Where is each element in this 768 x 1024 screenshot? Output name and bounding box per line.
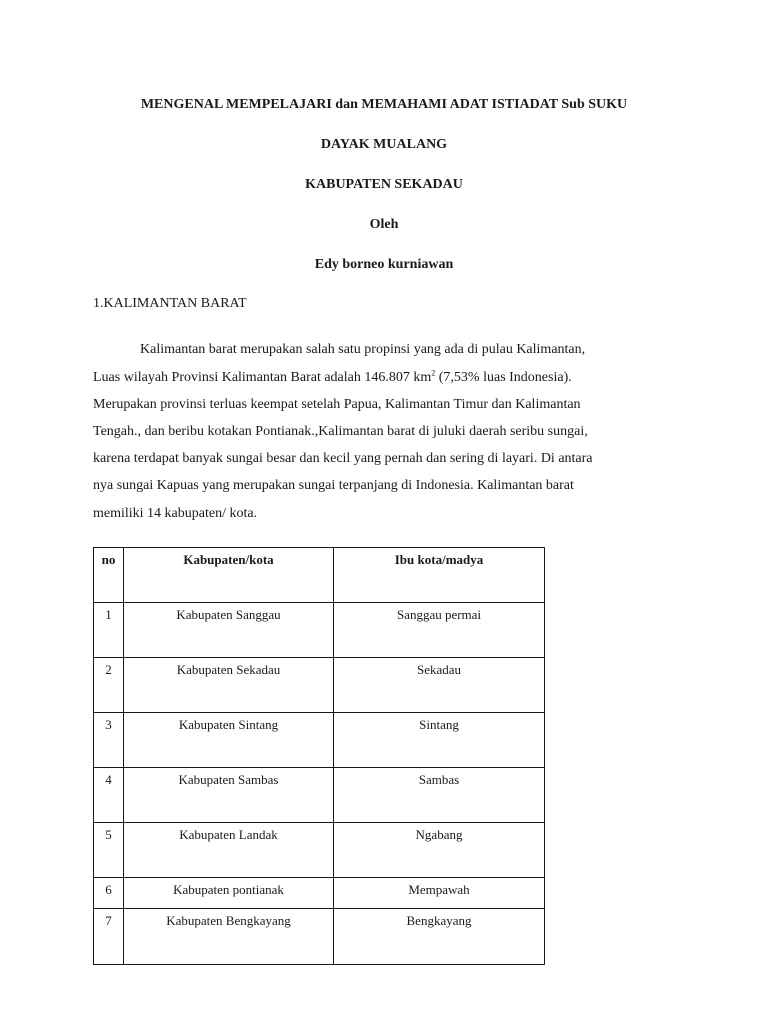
cell-no: 3 bbox=[94, 713, 124, 768]
cell-kabupaten: Kabupaten pontianak bbox=[124, 878, 334, 909]
cell-no: 6 bbox=[94, 878, 124, 909]
cell-ibukota: Sekadau bbox=[334, 658, 545, 713]
title-line-3: KABUPATEN SEKADAU bbox=[305, 177, 463, 192]
table-header-row bbox=[94, 548, 545, 603]
title-line-4: Oleh bbox=[369, 217, 399, 232]
paragraph-line-3: Merupakan provinsi terluas keempat setelah Papua, Kalimantan Timur dan Kalimantan bbox=[93, 397, 581, 412]
cell-no: 5 bbox=[94, 823, 124, 878]
header-kabupaten: Kabupaten/kota bbox=[124, 548, 334, 603]
paragraph-line-2 bbox=[93, 369, 572, 387]
cell-ibukota: Mempawah bbox=[334, 878, 545, 909]
table-row bbox=[94, 658, 545, 713]
header-no: no bbox=[94, 548, 124, 603]
section-heading: 1.KALIMANTAN BARAT bbox=[93, 296, 247, 311]
table-row bbox=[94, 603, 545, 658]
cell-ibukota: Bengkayang bbox=[334, 909, 545, 965]
cell-ibukota: Sintang bbox=[334, 713, 545, 768]
cell-no: 4 bbox=[94, 768, 124, 823]
kabupaten-table bbox=[93, 547, 545, 965]
cell-ibukota: Ngabang bbox=[334, 823, 545, 878]
paragraph-line-2-tail: (7,53% luas Indonesia). bbox=[435, 370, 572, 385]
cell-kabupaten: Kabupaten Bengkayang bbox=[124, 909, 334, 965]
table-row bbox=[94, 823, 545, 878]
cell-no: 7 bbox=[94, 909, 124, 965]
cell-no: 1 bbox=[94, 603, 124, 658]
title-line-1: MENGENAL MEMPELAJARI dan MEMAHAMI ADAT ISTIADAT Sub SUKU bbox=[140, 97, 628, 112]
paragraph-line-4: Tengah., dan beribu kotakan Pontianak.,Kalimantan barat di juluki daerah seribu sungai, bbox=[93, 424, 588, 439]
cell-ibukota: Sanggau permai bbox=[334, 603, 545, 658]
title-line-2: DAYAK MUALANG bbox=[320, 137, 448, 152]
table-row bbox=[94, 878, 545, 909]
cell-kabupaten: Kabupaten Sintang bbox=[124, 713, 334, 768]
table-row bbox=[94, 713, 545, 768]
paragraph-line-5: karena terdapat banyak sungai besar dan kecil yang pernah dan sering di layari. Di antara bbox=[93, 451, 593, 466]
paragraph-line-6: nya sungai Kapuas yang merupakan sungai terpanjang di Indonesia. Kalimantan barat bbox=[93, 478, 574, 493]
cell-kabupaten: Kabupaten Sambas bbox=[124, 768, 334, 823]
paragraph-line-2-text: Luas wilayah Provinsi Kalimantan Barat adalah 146.807 km bbox=[93, 370, 432, 385]
table-row bbox=[94, 768, 545, 823]
paragraph-line-7: memiliki 14 kabupaten/ kota. bbox=[93, 506, 258, 521]
cell-kabupaten: Kabupaten Sanggau bbox=[124, 603, 334, 658]
cell-ibukota: Sambas bbox=[334, 768, 545, 823]
superscript-2: 2 bbox=[431, 368, 436, 378]
cell-no: 2 bbox=[94, 658, 124, 713]
cell-kabupaten: Kabupaten Landak bbox=[124, 823, 334, 878]
author-line: Edy borneo kurniawan bbox=[314, 257, 454, 272]
paragraph-line-1: Kalimantan barat merupakan salah satu propinsi yang ada di pulau Kalimantan, bbox=[140, 342, 586, 357]
table-row bbox=[94, 909, 545, 965]
cell-kabupaten: Kabupaten Sekadau bbox=[124, 658, 334, 713]
header-ibukota: Ibu kota/madya bbox=[334, 548, 545, 603]
